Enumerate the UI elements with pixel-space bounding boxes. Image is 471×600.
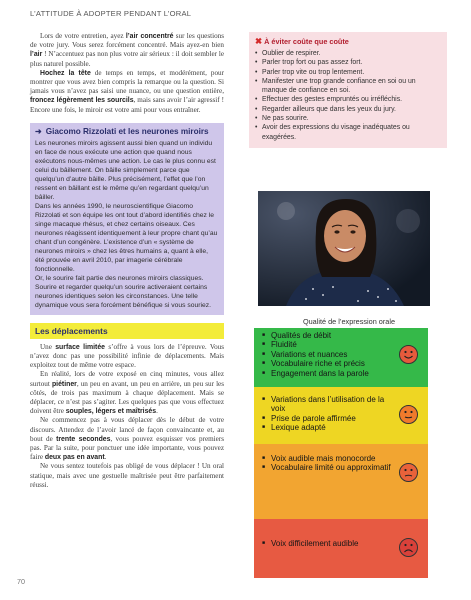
criterion-item: ■ Prise de parole affirmée: [262, 414, 396, 423]
avoid-item: • Effectuer des gestes empruntés ou irréfléchis.: [255, 95, 441, 104]
expression-scale-title: Qualité de l’expression orale: [302, 317, 396, 326]
expression-quality-scale: [254, 328, 428, 578]
avoid-item: • Ne pas sourire.: [255, 114, 441, 123]
band-red: [254, 519, 428, 578]
deplacements-paragraph-3: Ne commencez pas à vous déplacer dès le début de votre discours. Attendez de l’avoir lancé de façon convaincante et, au bout de trente secondes, vous pouvez esquisser vos premiers pas. Par la suite, pour ponctuer une idée importante, vous pouvez faire deux pas en avant.: [30, 416, 224, 462]
criterion-item: ■ Vocabulaire riche et précis: [262, 359, 396, 368]
criterion-item: ■ Fluidité: [262, 340, 396, 349]
criterion-item: ■ Variations dans l’utilisation de la voix: [262, 395, 396, 414]
mirror-paragraph-1: Les neurones miroirs agissent aussi bien quand un individu en face de nous exécute une action que quand nous exécutons nous-mêmes une action. Le cas le plus connu est celui du bâillement. On bâille simplement parce que quelqu’un d’autre bâille. Plus précisément, l’effet que l’on ressent en bâillant est le même qu’en regardant quelqu’un bâiller.: [35, 139, 216, 201]
band-yellow: [254, 387, 428, 444]
criterion-item: ■ Voix difficilement audible: [262, 539, 396, 548]
criterion-item: ■ Engagement dans la parole: [262, 369, 396, 378]
running-head: L’ATTITUDE À ADOPTER PENDANT L’ORAL: [30, 9, 192, 18]
avoid-list: [255, 49, 441, 142]
left-column: [30, 32, 224, 490]
avoid-item: • Avoir des expressions du visage inadéquates ou exagérées.: [255, 123, 441, 142]
mirror-neurons-title: ➜ Giacomo Rizzolati et les neurones miroirs: [35, 126, 209, 136]
criterion-item: ■ Variations et nuances: [262, 350, 396, 359]
deplacements-paragraph-4: Ne vous sentez toutefois pas obligé de vous déplacer ! Un oral statique, mais avec une gestuelle maîtrisée peut être parfaitement réussi.: [30, 462, 224, 489]
arrow-right-icon: ➜: [35, 126, 42, 136]
band-green: [254, 328, 428, 387]
page-number: 70: [17, 577, 25, 586]
deplacements-text: [30, 343, 224, 490]
avoid-item: • Oublier de respirer.: [255, 49, 441, 58]
section-heading-deplacements: Les déplacements: [30, 323, 224, 339]
deplacements-paragraph-2: En réalité, lors de votre exposé en cinq minutes, vous allez surtout piétiner, un peu en avant, un peu en arrière, un peu sur les côtés, de trois pas maximum à chaque déplacement. Mais se déplacer, ce n’est pas s’agiter. Les quelques pas que vous effectuez doivent être souples, légers et maîtrisés.: [30, 370, 225, 416]
band-orange: [254, 444, 428, 519]
deplacements-paragraph-1: Une surface limitée s’offre à vous lors de l’épreuve. Vous n’avez donc pas une possibilité infinie de déplacements. Mais exploitez tout de même votre espace.: [30, 342, 224, 370]
intro-paragraph-2: Hochez la tête de temps en temps, et modérément, pour montrer que vous avez bien compris la remarque ou la question. Si jamais vous n’avez pas saisi une nuance, ou une question entière, froncez légèrement les sourcils, mais sans avoir l’air agressif ! Encore une fois, le miroir est votre ami pour vous entraîner.: [30, 68, 224, 114]
sad-face-icon: [399, 538, 418, 557]
avoid-box: [249, 32, 447, 148]
intro-paragraph-1: Lors de votre entretien, ayez l’air concentré sur les questions de votre jury. Vous serez forcément concentré. Mais ayez-en bien l’air ! N’accentuez pas non plus votre air sérieux : il doit sembler le plus naturel possible.: [30, 32, 224, 68]
smiling-woman-photo: [258, 191, 430, 306]
slightly-sad-face-icon: [399, 463, 418, 482]
smiling-face-icon: [399, 345, 418, 364]
avoid-item: • Parler trop fort ou pas assez fort.: [255, 58, 441, 67]
avoid-item: • Parler trop vite ou trop lentement.: [255, 68, 441, 77]
avoid-title: ✖ À éviter coûte que coûte: [255, 36, 349, 46]
avoid-item: • Manifester une trop grande confiance en soi ou un manque de confiance en soi.: [255, 77, 441, 96]
criterion-item: ■ Voix audible mais monocorde: [262, 454, 396, 463]
criterion-item: ■ Vocabulaire limité ou approximatif: [262, 463, 396, 472]
criterion-item: ■ Qualités de débit: [262, 331, 396, 340]
cross-icon: ✖: [255, 36, 263, 46]
criterion-item: ■ Lexique adapté: [262, 423, 396, 432]
mirror-paragraph-3: Or, le sourire fait partie des neurones miroirs classiques. Sourire et regarder quelqu’un sourire activeraient certains neurones identiques selon les circonstances. Une telle dynamique vous sera forcément bénéfique si vous souriez.: [35, 274, 211, 309]
avoid-item: • Regarder ailleurs que dans les yeux du jury.: [255, 105, 441, 114]
neutral-smile-face-icon: [399, 405, 418, 424]
mirror-neurons-box: [30, 123, 224, 315]
mirror-paragraph-2: Dans les années 1990, le neuroscientifique Giacomo Rizzolati et son équipe les ont tout d’abord identifiés chez le singe macaque rhésus, et chez certains oiseaux. Ces neurones réagissent identiquement à leur propre chant qu’au chant d’un congénère. L’existence d’un « système de neurones miroirs » chez les êtres humains a, quant à elle, été prouvée en avril 2010, par imagerie cérébrale fonctionnelle.: [35, 202, 218, 273]
photo-illustration: [258, 191, 430, 306]
